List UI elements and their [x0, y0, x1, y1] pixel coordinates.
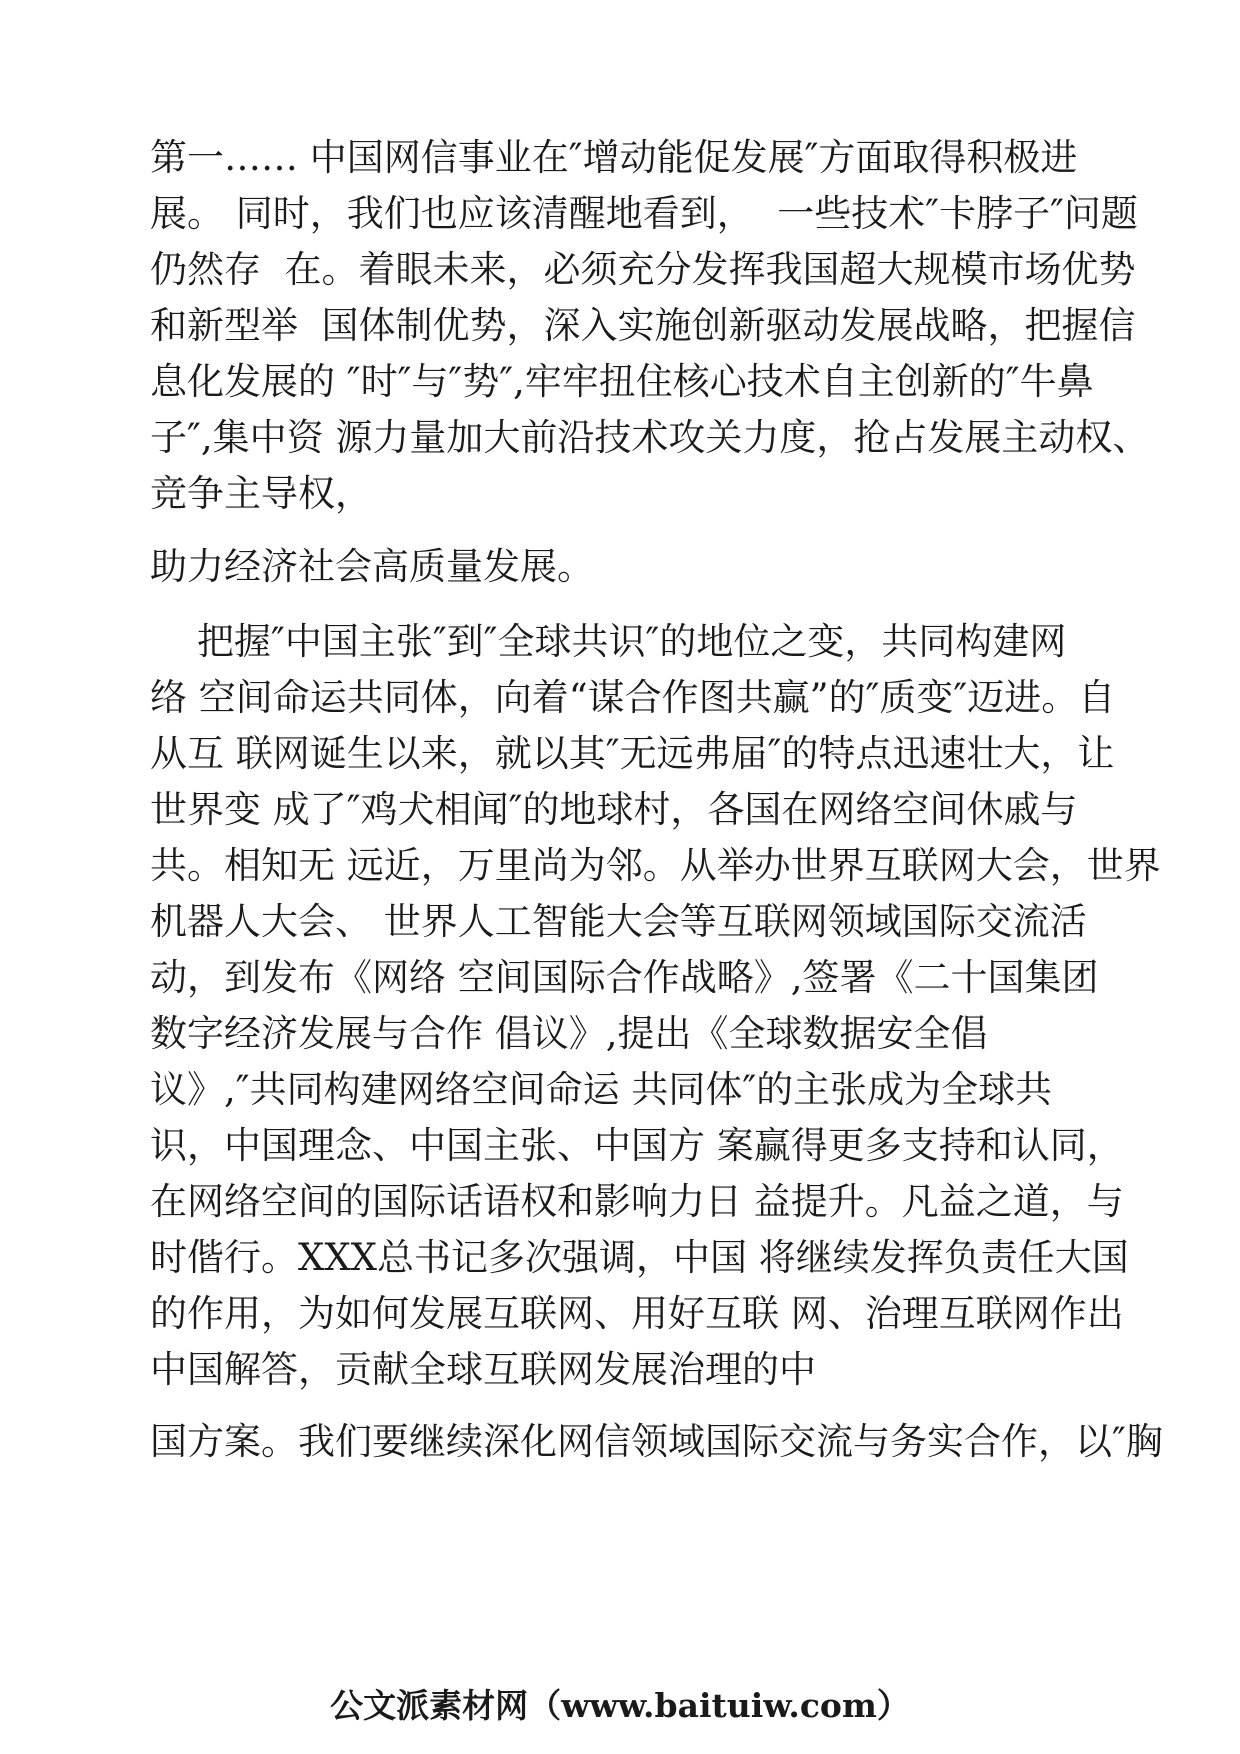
text-line: 和新型举 国体制优势，深入实施创新驱动发展战略，把握信 [150, 304, 1136, 347]
text-line: 动，到发布《网络 空间国际合作战略》,签署《二十国集团 [150, 956, 1099, 999]
text-line: 子″,集中资 源力量加大前沿技术攻关力度，抢占发展主动权、 [150, 416, 1150, 459]
text-line: 中国解答，贡献全球互联网发展治理的中 [150, 1348, 816, 1391]
text-line: 议》,″共同构建网络空间命运 共同体″的主张成为全球共 [150, 1068, 1053, 1111]
text-line: 共。相知无 远近，万里尚为邻。从举办世界互联网大会，世界 [150, 844, 1161, 887]
text-line: 在网络空间的国际话语权和影响力日 益提升。凡益之道，与 [150, 1180, 1124, 1223]
text-line: 国方案。我们要继续深化网信领域国际交流与务实合作，以″胸 [150, 1420, 1163, 1463]
text-line: 机器人大会、 世界人工智能大会等互联网领域国际交流活 [150, 900, 1087, 943]
text-line: 时偕行。XXX总书记多次强调，中国 将继续发挥负责任大国 [150, 1236, 1129, 1279]
text-line: 世界变 成了″鸡犬相闻″的地球村，各国在网络空间休戚与 [150, 788, 1078, 831]
text-line: 数字经济发展与合作 倡议》,提出《全球数据安全倡 [150, 1012, 988, 1055]
text-line: 从互 联网诞生以来，就以其″无远弗届″的特点迅速壮大，让 [150, 732, 1115, 775]
text-line: 竞争主导权， [150, 472, 372, 515]
text-line: 第一…… 中国网信事业在″增动能促发展″方面取得积极进 [150, 136, 1078, 179]
page-footer: 公文派素材网（www.baituiw.com） [330, 1686, 910, 1725]
text-line: 展。 同时，我们也应该清醒地看到， 一些技术″卡脖子″问题 [150, 192, 1138, 235]
text-line: 息化发展的 ″时″与″势″,牢牢扭住核心技术自主创新的″牛鼻 [150, 360, 1094, 403]
text-line: 把握″中国主张″到″全球共识″的地位之变，共同构建网 [150, 620, 1067, 663]
text-line: 的作用，为如何发展互联网、用好互联 网、治理互联网作出 [150, 1292, 1124, 1335]
text-line: 络 空间命运共同体，向着“谋合作图共赢”的″质变″迈进。自 [150, 676, 1116, 719]
text-line: 助力经济社会高质量发展。 [150, 545, 594, 588]
text-line: 识，中国理念、中国主张、中国方 案赢得更多支持和认同， [150, 1124, 1124, 1167]
text-line: 仍然存 在。着眼未来，必须充分发挥我国超大规模市场优势 [150, 248, 1136, 291]
